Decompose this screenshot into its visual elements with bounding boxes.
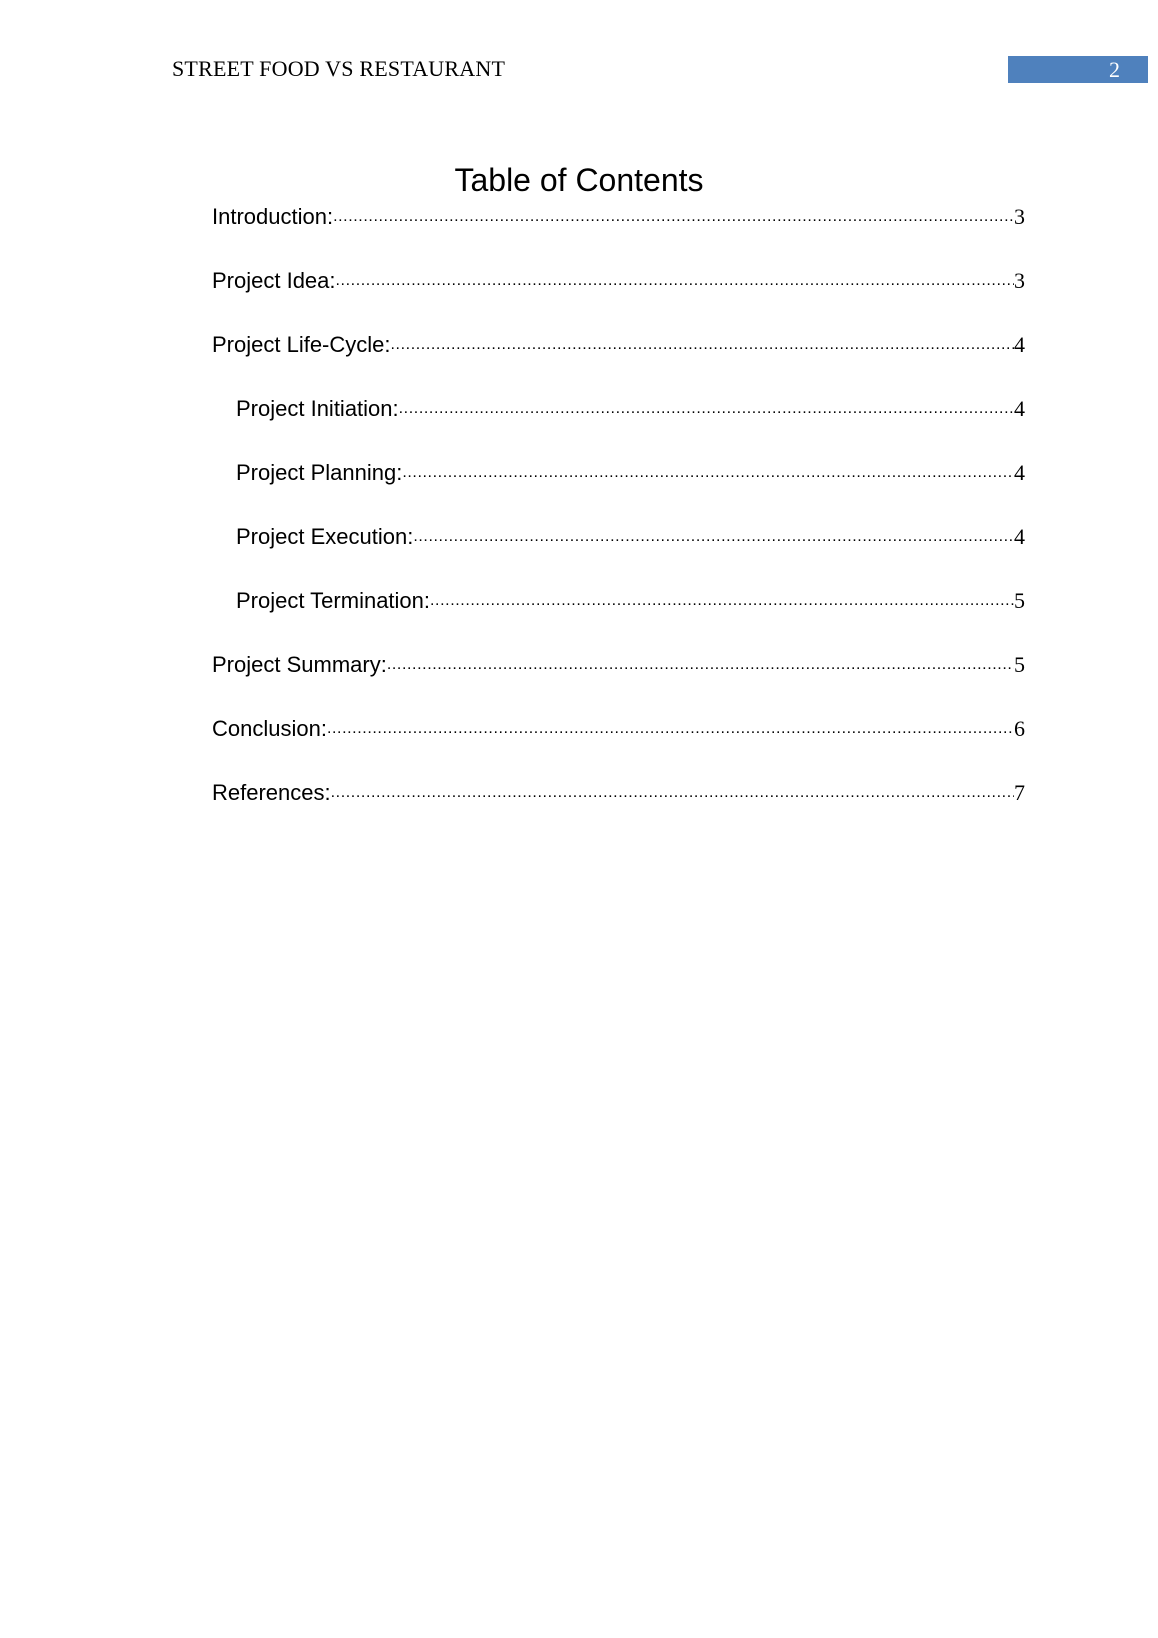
toc-entry-introduction[interactable]: [212, 202, 1025, 266]
toc-entry-label: Project Termination:: [236, 588, 431, 613]
toc-entry-references[interactable]: [212, 778, 1025, 842]
toc-entry-page: 5: [1014, 652, 1025, 677]
toc-entry-project-planning[interactable]: [212, 458, 1025, 522]
toc-entry-project-life-cycle[interactable]: [212, 330, 1025, 394]
toc-entry-label: Project Summary:: [212, 652, 387, 677]
toc-entry-conclusion[interactable]: [212, 714, 1025, 778]
toc-list: [212, 202, 1025, 842]
toc-entry-page: 4: [1014, 524, 1025, 549]
dot-leader: [331, 778, 1014, 808]
toc-entry-page: 4: [1014, 396, 1025, 421]
toc-entry-project-termination[interactable]: [212, 586, 1025, 650]
toc-title: Table of Contents: [454, 162, 704, 198]
toc-entry-project-execution[interactable]: [212, 522, 1025, 586]
toc-entry-project-initiation[interactable]: [212, 394, 1025, 458]
toc-entry-label: Project Idea:: [212, 268, 336, 293]
toc-entry-page: 3: [1014, 268, 1025, 293]
toc-entry-project-summary[interactable]: [212, 650, 1025, 714]
dot-leader: [391, 330, 1014, 360]
dot-leader: [413, 522, 1014, 552]
toc-entry-label: References:: [212, 780, 331, 805]
toc-entry-label: Project Planning:: [236, 460, 403, 485]
toc-entry-page: 3: [1014, 204, 1025, 229]
running-head: STREET FOOD VS RESTAURANT: [172, 56, 506, 81]
toc-entry-project-idea[interactable]: [212, 266, 1025, 330]
toc-entry-page: 6: [1014, 716, 1025, 741]
toc-entry-label: Conclusion:: [212, 716, 327, 741]
dot-leader: [327, 714, 1014, 744]
dot-leader: [336, 266, 1014, 296]
page-number-badge: 2: [1008, 56, 1148, 83]
dot-leader: [402, 458, 1014, 488]
toc-entry-page: 7: [1014, 780, 1025, 805]
dot-leader: [387, 650, 1014, 680]
toc-entry-page: 4: [1014, 332, 1025, 357]
toc-entry-label: Project Execution:: [236, 524, 414, 549]
toc-entry-label: Project Life-Cycle:: [212, 332, 391, 357]
dot-leader: [430, 586, 1014, 616]
toc-entry-page: 5: [1014, 588, 1025, 613]
toc-entry-label: Introduction:: [212, 204, 334, 229]
toc-entry-label: Project Initiation:: [236, 396, 399, 421]
dot-leader: [399, 394, 1014, 424]
dot-leader: [333, 202, 1014, 232]
toc-entry-page: 4: [1014, 460, 1025, 485]
